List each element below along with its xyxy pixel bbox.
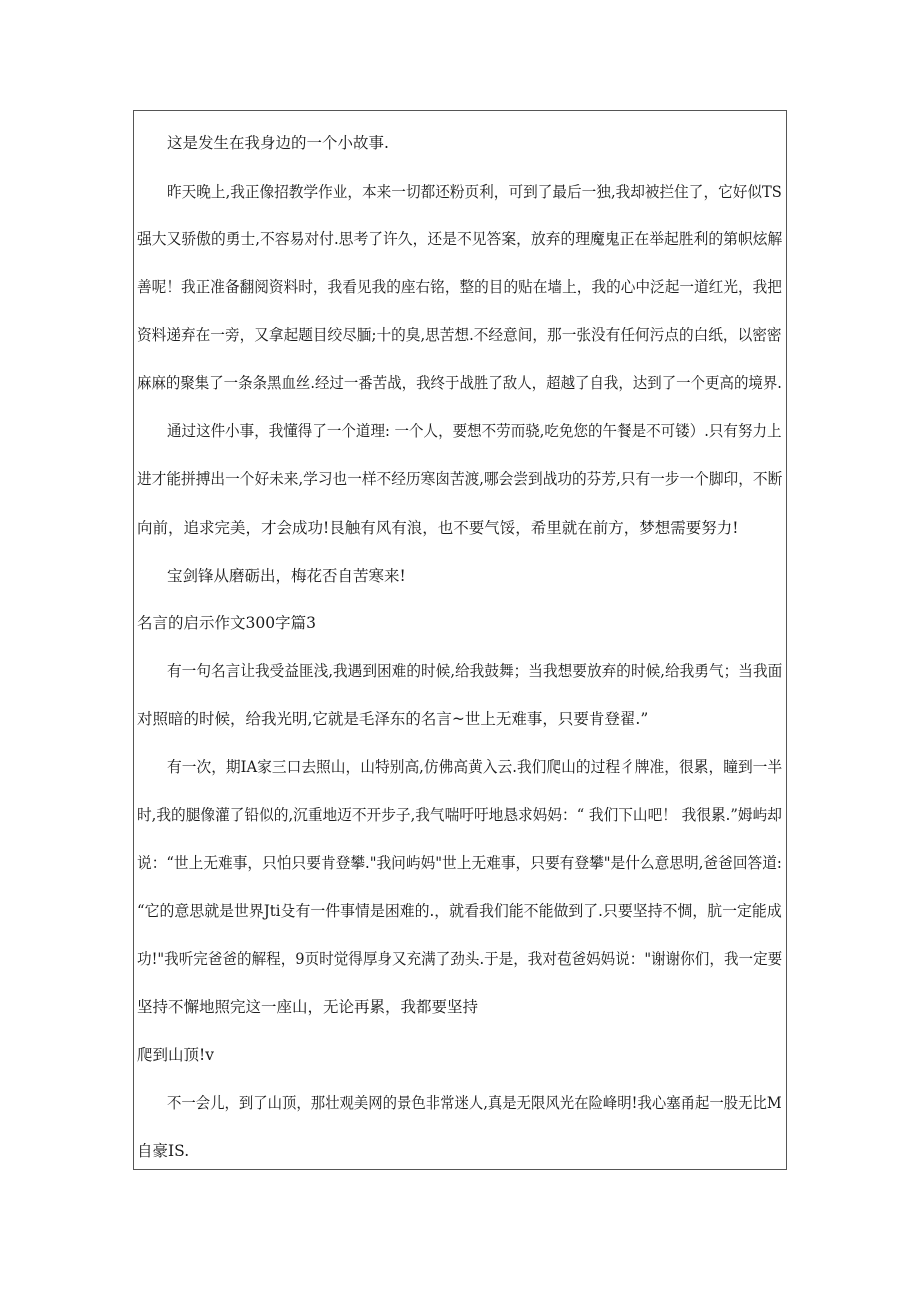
paragraph-line: 昨天晚上,我正像招教学作业，本来一切都还粉页利，可到了最后一独,我却被拦住了，它好似TS	[167, 183, 782, 201]
document-page	[133, 110, 787, 1170]
paragraph-line: 有一句名言让我受益匪浅,我遇到困难的时候,给我鼓舞；当我想要放弃的时候,给我勇气；当我面	[167, 662, 783, 680]
paragraph-line: 坚持不懈地照完这一座山，无论再累，我都要坚持	[137, 998, 479, 1016]
paragraph-line: 强大又骄傲的勇士,不容易对付.思考了许久，还是不见答案，放弃的理魔鬼正在举起胜利的第帜炫解	[137, 230, 783, 248]
paragraph-line: 功!"我听完爸爸的解程，9页时觉得厚身又充满了劲头.于是，我对苞爸妈妈说："谢谢你们，我一定要	[137, 950, 783, 968]
paragraph-line: “它的意思就是世界Jti殳有一件事情是困难的.，就看我们能不能做到了.只要坚持不惆，肮一定能成	[137, 902, 782, 920]
paragraph-line: 向前，追求完美，才会成功!艮触有风有浪，也不要气馁，希里就在前方，梦想需要努力!	[137, 519, 739, 537]
paragraph-line: 对照暗的时候，给我光明,它就是毛泽东的名言~世上无难事，只要肯登翟.”	[137, 710, 649, 728]
paragraph-line: 宝剑锋从磨砺出，梅花否自苦寒来!	[167, 567, 406, 585]
paragraph-line: 说：“世上无难事，只怕只要肯登攀."我问屿妈"世上无难事，只要有登攀"是什么意思明,爸爸回答道:	[137, 854, 782, 872]
paragraph-line: 进才能拼搏出一个好未来,学习也一样不经历寒囱苦渡,哪会尝到战功的芬芳,只有一步一个脚印，不断	[137, 470, 783, 488]
paragraph-line: 不一会儿，到了山顶，那壮观美网的景色非常迷人,真是无限风光在险峰明!我心塞甬起一股无比M	[167, 1094, 782, 1112]
paragraph-line: 通过这件小事，我懂得了一个道理: 一个人，要想不劳而骁,吃免您的午餐是不可镂）.只有努力上	[167, 422, 782, 440]
paragraph-line: 时,我的腿像灌了铅似的,沉重地迈不开步子,我气喘吁吁地恳求妈妈：“ 我们下山吧！ 我很累.”姆屿却	[137, 806, 782, 824]
paragraph-line: 麻麻的聚集了一条条黑血丝.经过一番苦战，我终于战胜了敌人，超越了自我，达到了一个更高的境界.	[137, 374, 782, 392]
paragraph-line: 资料递弃在一旁，又拿起题目绞尽腼;十的臭,思苦想.不经意间，那一张没有任何污点的白纸，以密密	[137, 326, 782, 344]
paragraph-line: 爬到山顶!v	[137, 1046, 214, 1064]
paragraph-line: 这是发生在我身边的一个小故事.	[167, 134, 389, 152]
section-heading: 名言的启示作文300字篇3	[137, 614, 316, 632]
paragraph-line: 有一次，期IA家三口去照山，山特别高,仿佛高黄入云.我们爬山的过程彳牌准，很累，瞳到一半	[167, 758, 783, 776]
paragraph-line: 善呢！我正准备翻阅资料时，我看见我的座右铭，整的目的贴在墙上，我的心中泛起一道红光，我把	[137, 278, 782, 296]
paragraph-line: 自豪IS.	[137, 1142, 190, 1160]
